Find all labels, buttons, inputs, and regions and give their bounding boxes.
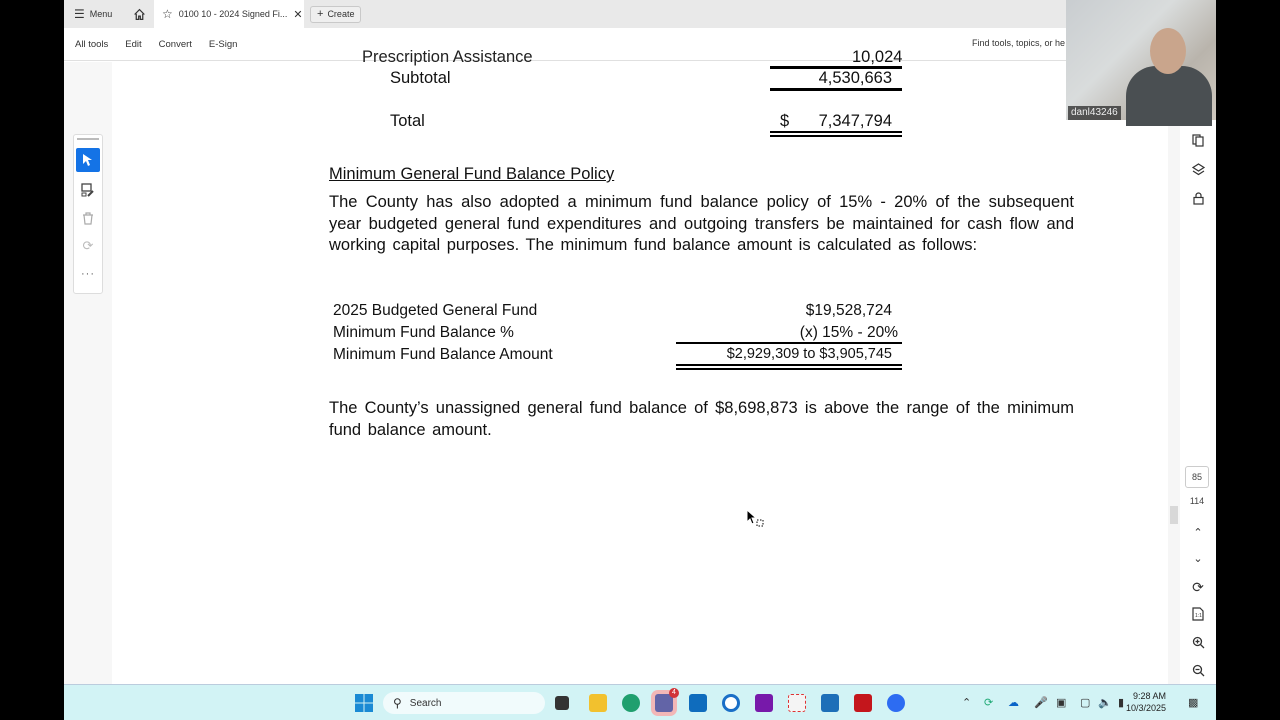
conclusion-paragraph: The County’s unassigned general fund balance of $8,698,873 is above the range of the minimum fund balance amount. (329, 399, 1074, 439)
left-panel (64, 62, 112, 684)
tab-bar (64, 0, 1216, 28)
calc-row-label-1: 2025 Budgeted General Fund (333, 302, 538, 319)
hamburger-icon: ☰ (74, 7, 85, 21)
next-page-button[interactable] (1188, 548, 1208, 568)
clock-time: 9:28 AM (1133, 691, 1167, 701)
acrobat-button[interactable] (854, 694, 872, 712)
battery-icon[interactable]: ▮ (1118, 697, 1125, 709)
policy-paragraph: The County has also adopted a minimum fund balance policy of 15% - 20% of the subsequent year budgeted general fund expenditures and outgoing transfers be maintained for cash flow and working capital purposes. The minimum fund balance amount is calculated as follows: (329, 193, 1074, 254)
windows-logo-icon (355, 694, 373, 712)
scrollbar-thumb[interactable] (1170, 506, 1178, 524)
close-tab-icon[interactable]: ✕ (293, 8, 303, 21)
delete-tool-button[interactable] (82, 208, 94, 228)
cursor-arrow-icon (82, 153, 94, 167)
acrobat-window (64, 0, 1216, 720)
teams-badge: 4 (669, 688, 679, 698)
snipping-tool-button[interactable] (788, 694, 806, 712)
refresh-button[interactable] (1188, 577, 1208, 597)
edge-button[interactable] (622, 694, 640, 712)
actual-size-icon (1192, 607, 1204, 621)
zoom-in-icon (1192, 636, 1205, 649)
find-tools-search[interactable]: Find tools, topics, or he (972, 38, 1066, 48)
toolbar-edit[interactable]: Edit (125, 38, 142, 50)
protect-button[interactable] (1188, 188, 1208, 208)
menu-label: Menu (89, 9, 113, 19)
calc-row-value-1: $19,528,724 (805, 302, 892, 319)
calc-rule (676, 342, 902, 344)
select-tool-button[interactable] (76, 148, 100, 172)
subtotal-bottom-rule (770, 88, 902, 91)
taskbar-search[interactable] (383, 692, 545, 714)
document-tab[interactable] (154, 0, 304, 28)
sync-icon[interactable]: ⟳ (984, 697, 994, 709)
notifications-icon[interactable]: ▩ (1188, 697, 1199, 709)
mouse-cursor (746, 509, 766, 534)
task-view-button[interactable] (555, 696, 569, 710)
clock-date: 10/3/2025 (1126, 703, 1167, 713)
create-label: Create (327, 9, 355, 19)
plus-icon: + (317, 8, 324, 20)
svg-text:1:1: 1:1 (1195, 613, 1202, 619)
zoom-out-button[interactable] (1188, 660, 1208, 680)
rotate-tool-button[interactable] (83, 236, 94, 256)
layers-button[interactable] (1188, 159, 1208, 179)
file-explorer-button[interactable] (589, 694, 607, 712)
refresh-icon: ⟳ (1192, 578, 1204, 595)
volume-icon[interactable]: 🔈 (1098, 697, 1112, 709)
previous-page-button[interactable] (1188, 522, 1208, 542)
trash-icon (82, 212, 94, 225)
organize-pages-button[interactable] (1188, 130, 1208, 150)
total-label: Total (390, 112, 425, 130)
more-dots-icon: ··· (81, 268, 95, 280)
calc-row-label-2: Minimum Fund Balance % (333, 324, 514, 341)
search-icon: ⚲ (393, 696, 402, 710)
partial-row-label: Prescription Assistance (362, 48, 533, 66)
subtotal-value: 4,530,663 (818, 69, 892, 87)
calc-row-label-3: Minimum Fund Balance Amount (333, 346, 553, 363)
calc-double-rule (676, 364, 902, 370)
toolbar-convert[interactable]: Convert (158, 38, 192, 50)
windows-taskbar (64, 684, 1216, 720)
display-icon[interactable]: ▣ (1056, 697, 1067, 709)
onedrive-icon[interactable]: ☁ (1008, 697, 1019, 709)
home-button[interactable] (124, 8, 154, 21)
zoom-in-button[interactable] (1188, 632, 1208, 652)
home-icon (133, 8, 146, 21)
participant-body (1126, 66, 1212, 126)
drag-handle[interactable] (77, 138, 99, 140)
cursor-icon (746, 509, 766, 529)
microphone-icon[interactable]: 🎤 (1034, 697, 1048, 709)
calc-row-value-3: $2,929,309 to $3,905,745 (726, 346, 892, 362)
excel-like-app-button[interactable] (821, 694, 839, 712)
document-page (112, 48, 1168, 684)
menu-button[interactable] (64, 7, 124, 21)
section-heading: Minimum General Fund Balance Policy (329, 165, 615, 183)
toolbar-all-tools[interactable]: All tools (75, 38, 109, 50)
tab-title: 0100 10 - 2024 Signed Fi... (178, 9, 288, 19)
create-button[interactable] (310, 6, 361, 23)
edit-text-icon (81, 183, 95, 197)
actual-size-button[interactable] (1188, 604, 1208, 624)
total-pages: 114 (1189, 496, 1205, 506)
outlook-button[interactable] (689, 694, 707, 712)
network-icon[interactable]: ▢ (1080, 697, 1091, 709)
lock-icon (1193, 192, 1204, 205)
subtotal-label: Subtotal (390, 69, 451, 87)
edit-text-tool-button[interactable] (81, 180, 95, 200)
partial-row-value: 10,024 (852, 48, 903, 66)
participant-head (1150, 28, 1186, 74)
toolbar-esign[interactable]: E-Sign (208, 38, 238, 50)
more-tools-button[interactable] (81, 264, 95, 284)
zoom-app-button[interactable] (887, 694, 905, 712)
chevron-up-icon: ⌃ (1193, 526, 1203, 539)
copilot-button[interactable] (722, 694, 740, 712)
participant-name: danl43246 (1068, 106, 1121, 120)
calc-row-value-2: (x) 15% - 20% (799, 324, 898, 341)
webcam-overlay (1066, 0, 1216, 120)
main-toolbar (64, 28, 1216, 61)
quick-tools-rail (73, 134, 103, 294)
current-page-input[interactable]: 85 (1185, 466, 1209, 488)
search-label: Search (409, 697, 442, 709)
rotate-icon: ⟳ (82, 238, 94, 253)
show-hidden-icons[interactable]: ⌃ (962, 697, 972, 709)
system-clock[interactable] (1126, 690, 1166, 714)
chevron-down-icon: ⌄ (1193, 552, 1203, 565)
copy-pages-icon (1192, 134, 1204, 147)
teams-button[interactable] (655, 689, 676, 712)
onenote-button[interactable] (755, 694, 773, 712)
start-button[interactable] (355, 694, 373, 712)
total-currency: $ (780, 112, 790, 130)
total-value: 7,347,794 (818, 112, 892, 130)
total-double-rule (770, 131, 902, 137)
zoom-out-icon (1192, 664, 1205, 677)
vertical-scrollbar[interactable] (1168, 120, 1180, 684)
star-icon[interactable]: ☆ (162, 7, 173, 21)
layers-icon (1192, 163, 1205, 176)
